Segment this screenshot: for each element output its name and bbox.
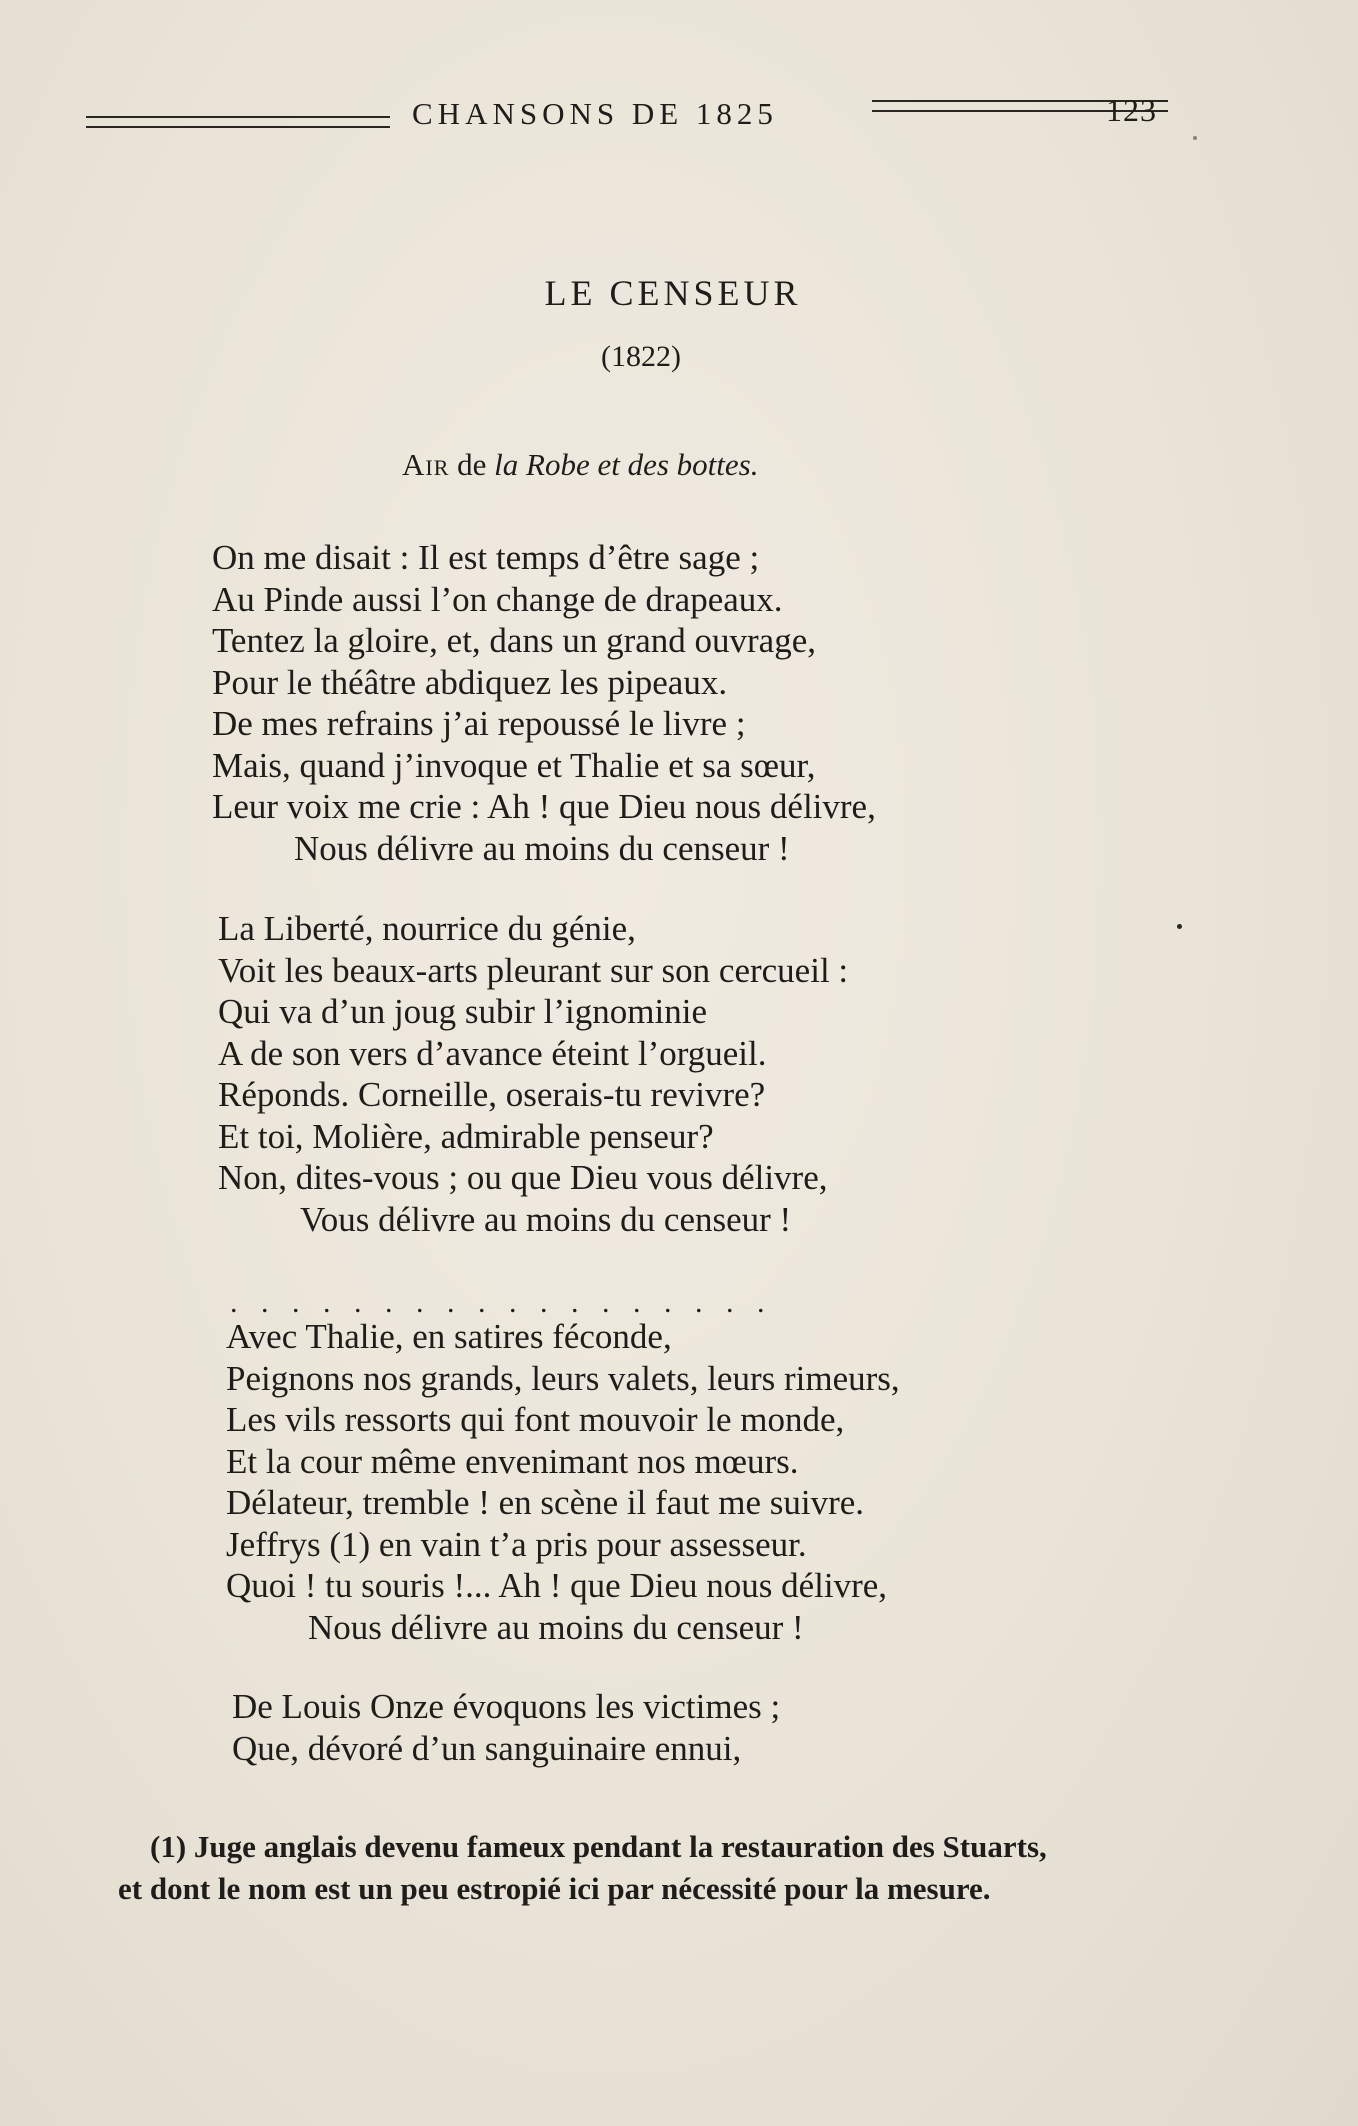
footnote-line: (1) Juge anglais devenu fameux pendant la restauration des Stuarts, xyxy=(150,1829,1047,1864)
page-number: 123 xyxy=(1106,92,1157,128)
verse-line: Réponds. Corneille, oserais-tu revivre? xyxy=(218,1075,766,1114)
verse-line: Et la cour même envenimant nos mœurs. xyxy=(226,1441,799,1481)
poem-year-block xyxy=(0,340,1358,374)
omission-dots: . . . . . . . . . . . . . . . . . . xyxy=(230,1286,773,1319)
verse-line: Mais, quand j’invoque et Thalie et sa sœur, xyxy=(212,745,816,785)
print-speck xyxy=(1177,924,1182,929)
verse-line: Jeffrys (1) en vain t’a pris pour assesseur. xyxy=(226,1524,807,1564)
poem-title-block xyxy=(0,272,1358,314)
refrain-line: Vous délivre au moins du censeur ! xyxy=(300,1199,792,1239)
refrain-line: Nous délivre au moins du censeur ! xyxy=(294,828,790,868)
poem-year: (1822) xyxy=(601,340,681,373)
verse-line: Leur voix me crie : Ah ! que Dieu nous délivre, xyxy=(212,787,876,826)
verse-line: Délateur, tremble ! en scène il faut me suivre. xyxy=(226,1483,865,1522)
verse-line: Que, dévoré d’un sanguinaire ennui, xyxy=(232,1728,742,1768)
verse-line: Et toi, Molière, admirable penseur? xyxy=(218,1116,714,1156)
verse-line: Non, dites-vous ; ou que Dieu vous délivre, xyxy=(218,1158,828,1197)
verse-line: Tentez la gloire, et, dans un grand ouvrage, xyxy=(212,621,816,660)
print-speck xyxy=(1193,136,1197,140)
verse-line: Voit les beaux-arts pleurant sur son cercueil : xyxy=(218,950,849,990)
verse-line: Quoi ! tu souris !... Ah ! que Dieu nous délivre, xyxy=(226,1566,888,1605)
footnote xyxy=(118,1826,1218,1910)
tune-prefix: Air xyxy=(402,447,450,482)
stanza-2 xyxy=(218,908,848,1240)
tune-indication xyxy=(402,447,758,483)
verse-line: A de son vers d’avance éteint l’orgueil. xyxy=(218,1033,767,1073)
tune-name: la Robe et des bottes. xyxy=(494,447,759,482)
stanza-1 xyxy=(212,537,876,869)
page-header xyxy=(86,88,1186,134)
verse-line: On me disait : Il est temps d’être sage ; xyxy=(212,538,760,577)
header-rule-left xyxy=(86,116,390,128)
verse-line: Pour le théâtre abdiquez les pipeaux. xyxy=(212,662,728,702)
tune-de: de xyxy=(457,447,487,482)
footnote-line: et dont le nom est un peu estropié ici par nécessité pour la mesure. xyxy=(118,1871,991,1906)
verse-line: La Liberté, nourrice du génie, xyxy=(218,909,636,948)
running-head: CHANSONS DE 1825 xyxy=(412,96,778,131)
verse-line: De mes refrains j’ai repoussé le livre ; xyxy=(212,704,746,743)
verse-line: Au Pinde aussi l’on change de drapeaux. xyxy=(212,579,783,619)
poem-title: LE CENSEUR xyxy=(544,273,802,313)
verse-line: Les vils ressorts qui font mouvoir le monde, xyxy=(226,1400,845,1439)
verse-line: Peignons nos grands, leurs valets, leurs rimeurs, xyxy=(226,1358,900,1398)
verse-line: De Louis Onze évoquons les victimes ; xyxy=(232,1687,781,1726)
verse-line: Avec Thalie, en satires féconde, xyxy=(226,1317,672,1356)
stanza-3 xyxy=(226,1316,900,1648)
refrain-line: Nous délivre au moins du censeur ! xyxy=(308,1607,804,1647)
stanza-4 xyxy=(232,1686,780,1769)
verse-line: Qui va d’un joug subir l’ignominie xyxy=(218,992,707,1031)
